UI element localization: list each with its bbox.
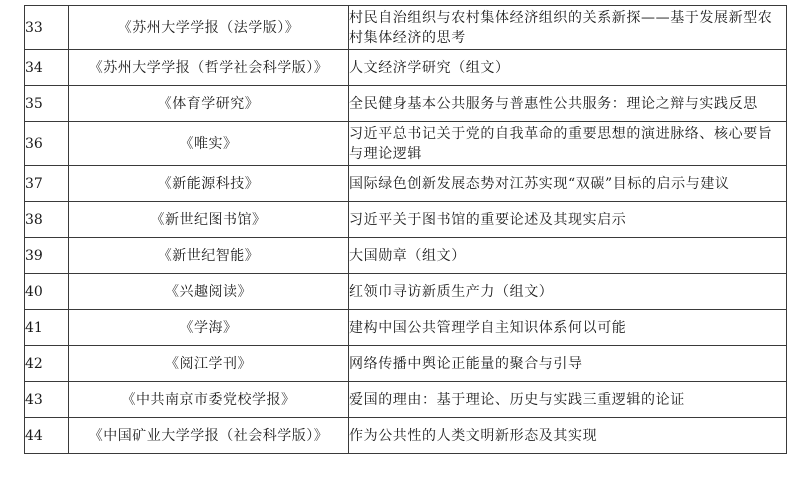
table-row (25, 418, 787, 454)
row-number: 43 (25, 382, 69, 418)
row-number: 38 (25, 202, 69, 238)
row-number: 40 (25, 274, 69, 310)
article-title: 国际绿色创新发展态势对江苏实现“双碳”目标的启示与建议 (349, 166, 787, 202)
article-title: 建构中国公共管理学自主知识体系何以可能 (349, 310, 787, 346)
table-row (25, 86, 787, 122)
journal-name: 《中国矿业大学学报（社会科学版）》 (69, 418, 349, 454)
article-title: 作为公共性的人类文明新形态及其实现 (349, 418, 787, 454)
journal-name: 《阅江学刊》 (69, 346, 349, 382)
journal-name: 《新能源科技》 (69, 166, 349, 202)
journal-name: 《体育学研究》 (69, 86, 349, 122)
journal-name: 《新世纪智能》 (69, 238, 349, 274)
table-row (25, 202, 787, 238)
journal-name: 《中共南京市委党校学报》 (69, 382, 349, 418)
article-title: 红领巾寻访新质生产力（组文） (349, 274, 787, 310)
row-number: 39 (25, 238, 69, 274)
table-row (25, 122, 787, 166)
article-title: 大国勋章（组文） (349, 238, 787, 274)
table-row (25, 274, 787, 310)
table-row (25, 382, 787, 418)
article-title: 网络传播中舆论正能量的聚合与引导 (349, 346, 787, 382)
row-number: 33 (25, 6, 69, 50)
table-row (25, 6, 787, 50)
table-row (25, 166, 787, 202)
table-row (25, 238, 787, 274)
row-number: 41 (25, 310, 69, 346)
article-title: 村民自治组织与农村集体经济组织的关系新探——基于发展新型农村集体经济的思考 (349, 6, 787, 50)
article-title: 爱国的理由：基于理论、历史与实践三重逻辑的论证 (349, 382, 787, 418)
table-row (25, 50, 787, 86)
journal-article-table (24, 5, 787, 454)
article-title: 习近平总书记关于党的自我革命的重要思想的演进脉络、核心要旨与理论逻辑 (349, 122, 787, 166)
journal-name: 《学海》 (69, 310, 349, 346)
journal-name: 《兴趣阅读》 (69, 274, 349, 310)
article-title: 全民健身基本公共服务与普惠性公共服务：理论之辩与实践反思 (349, 86, 787, 122)
row-number: 35 (25, 86, 69, 122)
table-row (25, 346, 787, 382)
journal-name: 《苏州大学学报（哲学社会科学版）》 (69, 50, 349, 86)
article-title: 人文经济学研究（组文） (349, 50, 787, 86)
row-number: 37 (25, 166, 69, 202)
row-number: 36 (25, 122, 69, 166)
row-number: 34 (25, 50, 69, 86)
journal-name: 《唯实》 (69, 122, 349, 166)
journal-name: 《新世纪图书馆》 (69, 202, 349, 238)
journal-name: 《苏州大学学报（法学版）》 (69, 6, 349, 50)
article-title: 习近平关于图书馆的重要论述及其现实启示 (349, 202, 787, 238)
table-row (25, 310, 787, 346)
row-number: 44 (25, 418, 69, 454)
row-number: 42 (25, 346, 69, 382)
